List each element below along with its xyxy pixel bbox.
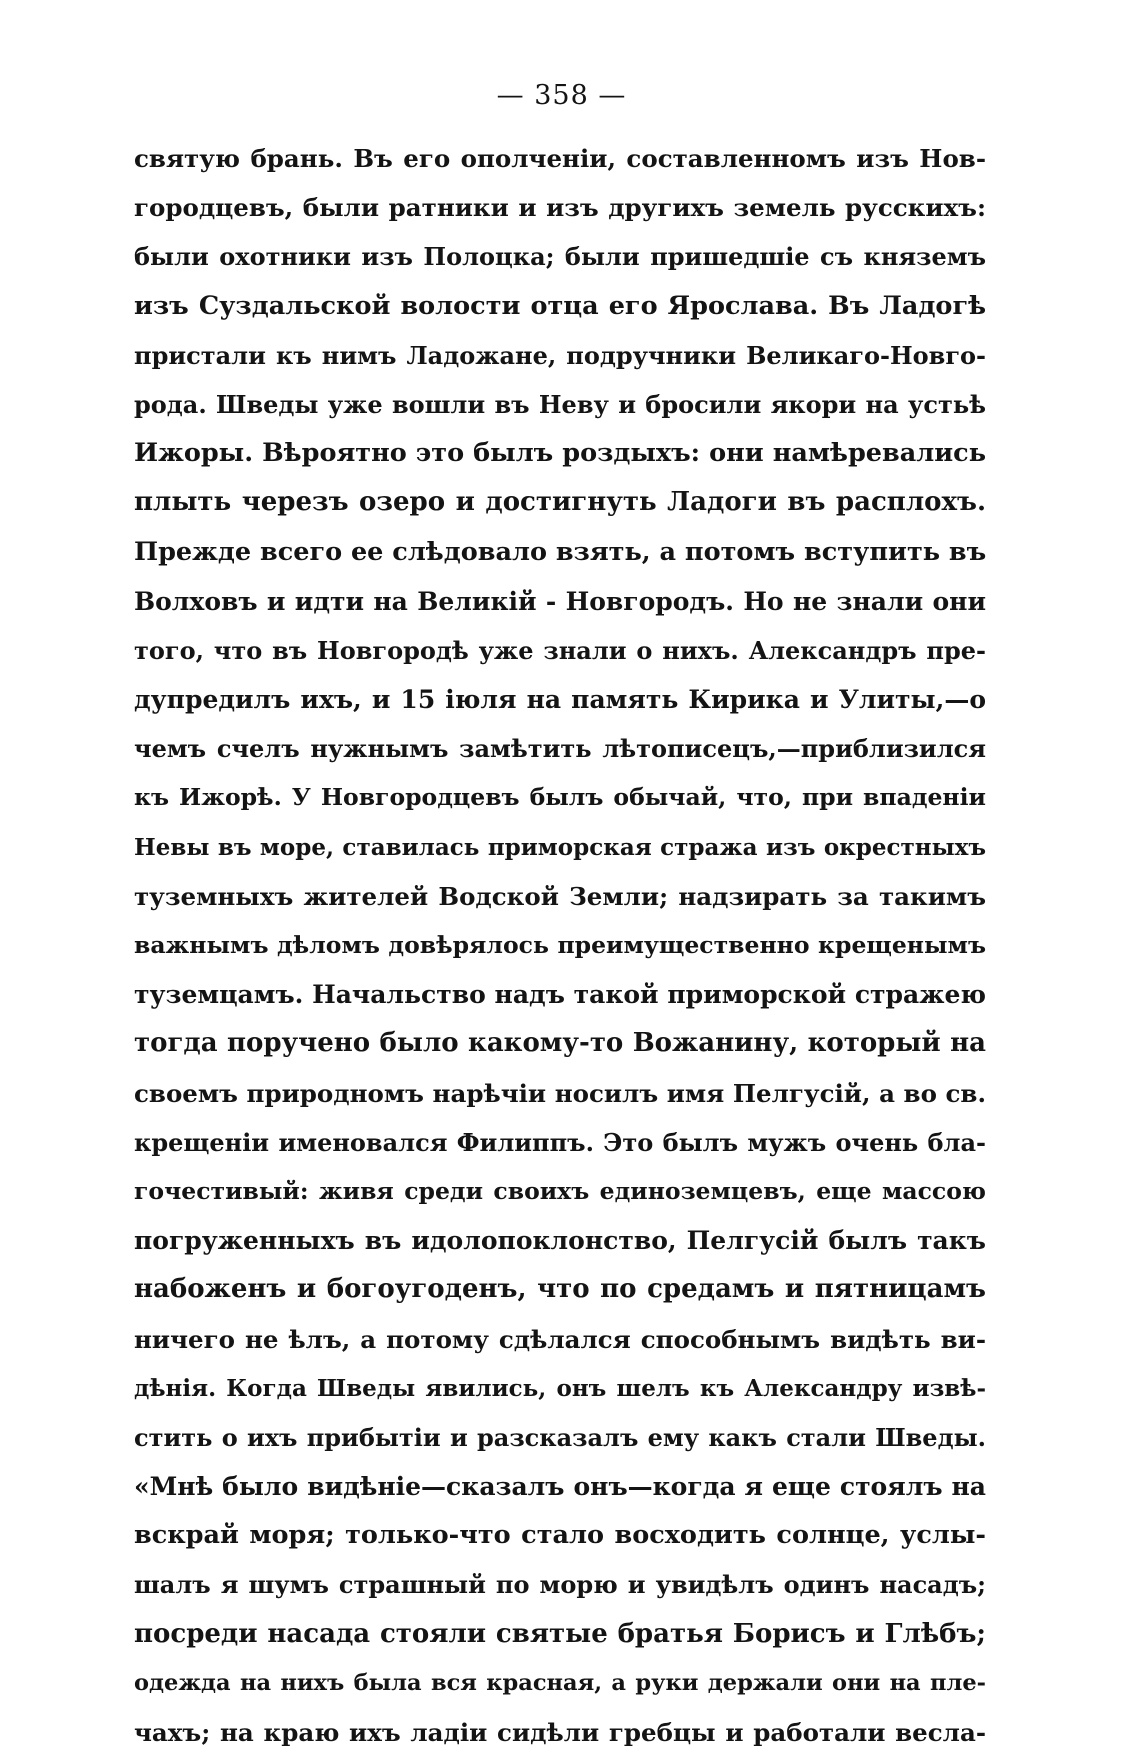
text-line: рода. Шведы уже вошли въ Неву и бросили якори на устьѣ [134,389,986,419]
text-line: Прежде всего ее слѣдовало взять, а потомъ вступить въ [134,536,987,567]
text-line: пристали къ нимъ Ладожане, подручники Великаго-Новго- [134,340,986,370]
text-line: Невы въ море, ставилась приморская стража изъ окрестныхъ [134,833,986,861]
text-line: Волховъ и идти на Великій - Новгородъ. Но не знали они [134,586,986,616]
text-line: набоженъ и богоугоденъ, что по средамъ и пятницамъ [134,1274,986,1305]
text-line: изъ Суздальской волости отца его Ярослава. Въ Ладогѣ [134,290,986,321]
text-line: туземцамъ. Начальство надъ такой приморской стражею [134,980,986,1010]
text-line: дѣнія. Когда Шведы явились, онъ шелъ къ Александру извѣ- [134,1374,986,1402]
text-line: чахъ; на краю ихъ ладіи сидѣли гребцы и работали весла- [134,1718,986,1747]
text-line: крещеніи именовался Филиппъ. Это былъ мужъ очень бла- [134,1127,986,1157]
text-line: посреди насада стояли святые братья Борисъ и Глѣбъ; [134,1618,986,1649]
text-line: важнымъ дѣломъ довѣрялось преимущественно крещенымъ [134,931,986,959]
text-line: были охотники изъ Полоцка; были пришедшіе съ княземъ [134,242,986,272]
body-text [134,134,986,1757]
text-line: вскрай моря; только-что стало восходить солнце, услы- [134,1520,986,1551]
text-line: городцевъ, были ратники и изъ другихъ земель русскихъ: [134,193,986,223]
page-number: — 358 — [496,80,627,111]
text-line: плыть черезъ озеро и достигнуть Ладоги въ расплохъ. [134,487,986,518]
text-line: гочестивый: живя среди своихъ единоземцевъ, еще массою [134,1176,986,1205]
text-line: шалъ я шумъ страшный по морю и увидѣлъ одинъ насадъ; [134,1570,986,1600]
text-line: того, что въ Новгородѣ уже знали о нихъ. Александръ пре- [134,635,986,665]
text-line: «Мнѣ было видѣніе—сказалъ онъ—когда я еще стоялъ на [134,1472,986,1502]
text-line: тогда поручено было какому-то Вожанину, который на [134,1028,986,1059]
text-line: одежда на нихъ была вся красная, а руки держали они на пле- [134,1669,986,1696]
text-line: Ижоры. Вѣроятно это былъ роздыхъ: они намѣревались [134,438,986,469]
text-line: ничего не ѣлъ, а потому сдѣлался способнымъ видѣть ви- [134,1324,986,1354]
text-line: своемъ природномъ нарѣчіи носилъ имя Пелгусій, а во св. [134,1078,986,1108]
text-line: погруженныхъ въ идолопоклонство, Пелгусій былъ такъ [134,1226,986,1256]
text-line: стить о ихъ прибытіи и разсказалъ ему какъ стали Шведы. [134,1422,986,1452]
text-line: чемъ счелъ нужнымъ замѣтить лѣтописецъ,—приблизился [134,734,986,764]
text-line: дупредилъ ихъ, и 15 іюля на память Кирика и Улиты,—о [134,685,986,715]
text-line: туземныхъ жителей Водской Земли; надзирать за такимъ [134,881,986,911]
text-line: къ Ижорѣ. У Новгородцевъ былъ обычай, что, при впаденіи [134,783,986,812]
text-line: святую брань. Въ его ополченіи, составленномъ изъ Нов- [134,144,986,173]
